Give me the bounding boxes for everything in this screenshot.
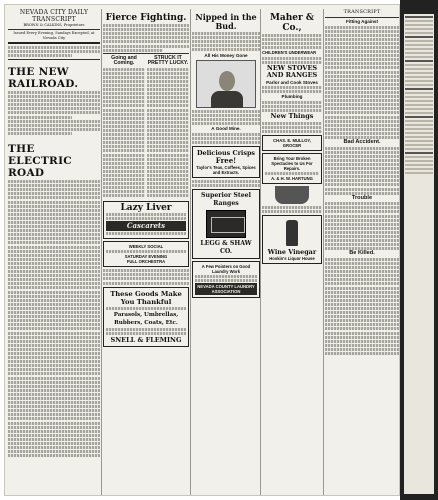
snell-fleming-ad — [103, 287, 189, 347]
masthead-publisher: BROWN & CALKINS, Proprietors — [23, 23, 85, 27]
column-rule — [260, 9, 261, 495]
portrait-illustration — [196, 60, 256, 108]
headline-trouble: Trouble — [351, 194, 373, 201]
hartung-name: A. & H. W. HARTUNG — [271, 176, 313, 182]
newspaper-page — [4, 4, 400, 496]
goods-subtitle: Parasols, Umbrellas, Rubbers, Coats, Etc. — [113, 311, 179, 326]
taylor-products: Taylor's Teas, Coffees, Spices and Extracts. — [196, 165, 256, 176]
headline-fitting-against: Fitting Against — [346, 19, 378, 24]
right-page-masthead: TRANSCRIPT — [343, 9, 381, 15]
adjacent-page-edge — [400, 0, 438, 500]
laundry-ad — [192, 261, 260, 298]
headline-a-good-mine: A Good Mine. — [211, 126, 241, 132]
masthead-tagline: Issued Every Evening, Sundays Excepted, at Nevada City — [13, 31, 95, 40]
headline-electric-road: THE ELECTRIC ROAD — [8, 142, 72, 179]
spectacles-ad — [262, 153, 322, 184]
cascarets-logo: Cascarets — [106, 221, 186, 231]
column-4 — [262, 9, 322, 266]
column-5 — [325, 9, 399, 356]
masthead-title: NEVADA CITY DAILY TRANSCRIPT — [19, 9, 89, 23]
ranges-title: Superior Steel Ranges — [201, 192, 251, 208]
weekly-social-title: WEEKLY SOCIAL — [128, 244, 164, 250]
wine-vinegar-ad — [262, 215, 322, 264]
headline-bad-accident: Bad Accident. — [343, 139, 381, 146]
range-illustration — [206, 210, 246, 238]
crisps-title: Delicious Crisps — [196, 149, 256, 158]
mulloy-ad — [262, 135, 322, 151]
childrens-underwear: CHILDREN'S UNDERWEAR — [262, 50, 317, 56]
headline-nipped-in-the-bud: Nipped in the Bud. — [195, 12, 257, 31]
bottle-illustration — [286, 220, 298, 246]
column-3 — [192, 9, 260, 300]
column-rule — [190, 9, 191, 495]
laundry-company: NEVADA COUNTY LAUNDRY ASSOCIATION — [195, 283, 257, 295]
mulloy-name: CHAS. E. MULLOY, GROCER — [273, 138, 311, 148]
laundry-title: A Few Pointers on Good Laundry Work — [201, 264, 251, 275]
headline-new-things: New Things — [270, 112, 314, 121]
weekly-social-orchestra: FULL ORCHESTRA — [126, 259, 166, 265]
lazy-liver-title: Lazy Liver — [120, 202, 172, 213]
liquor-house-name: Hoskin's Liquor House — [269, 256, 315, 262]
column-rule — [101, 9, 102, 495]
headline-parlor-cook-stoves: Parlor and Cook Stoves — [266, 79, 318, 85]
headline-new-stoves: NEW STOVES AND RANGES — [266, 63, 318, 80]
snell-fleming-name: SNELL & FLEMING — [110, 335, 182, 344]
headline-going-and-coming: Going and Coming. — [111, 54, 137, 67]
lazy-liver-ad — [103, 201, 189, 239]
headline-be-killed: Be Killed. — [349, 250, 375, 257]
headline-new-railroad: THE NEW RAILROAD. — [8, 65, 79, 90]
column-rule — [323, 9, 324, 495]
column-1 — [8, 9, 100, 458]
weekly-social-ad — [103, 241, 189, 267]
wine-vinegar-title: Wine Vinegar — [267, 248, 317, 257]
headline-all-his-money-gone: All His Money Gone — [204, 52, 248, 58]
headline-fierce-fighting: Fierce Fighting. — [105, 13, 187, 23]
column-2 — [103, 9, 189, 349]
crisps-free: Free! — [215, 156, 237, 166]
steel-ranges-ad — [192, 189, 260, 259]
weekly-social-day: SATURDAY EVENING — [124, 254, 168, 260]
ranges-dealer: LEGG & SHAW CO. — [200, 240, 252, 256]
delicious-crisps-ad — [192, 146, 260, 178]
headline-maher-co: Maher & Co., — [269, 13, 315, 33]
headline-plumbing: Plumbing — [281, 94, 303, 100]
goods-title: These Goods Make You Thankful — [110, 289, 182, 306]
washtub-illustration — [275, 186, 309, 204]
headline-struck-it-pretty-lucky: STRUCK IT PRETTY LUCKY. — [147, 54, 189, 67]
spectacles-title: Bring Your Broken Spectacles to Us For Repairs. — [271, 156, 313, 171]
